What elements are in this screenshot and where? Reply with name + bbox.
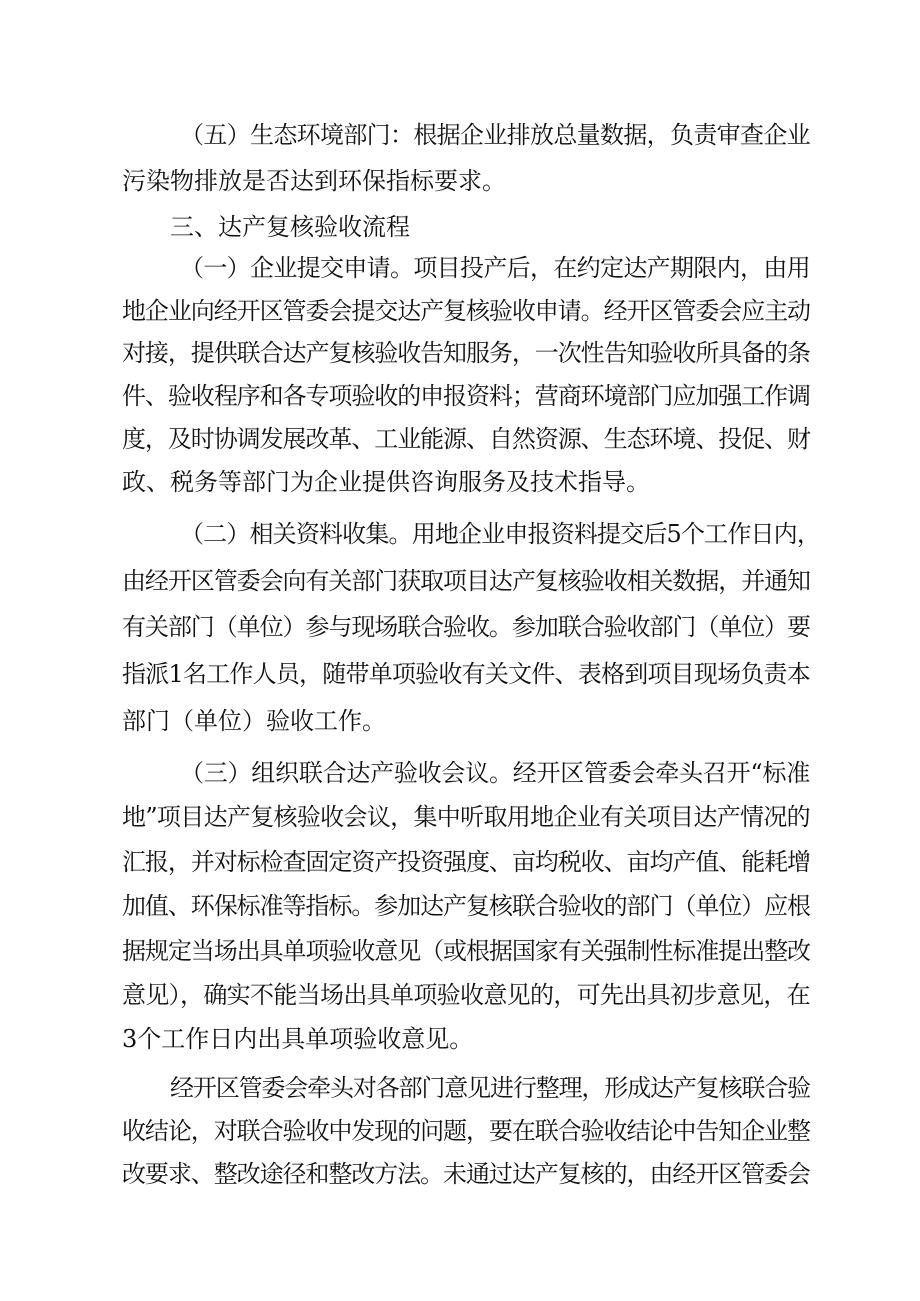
text-line: 据规定当场出具单项验收意见（或根据国家有关强制性标准提出整改: [122, 937, 810, 965]
text-line: 经开区管委会牵头对各部门意见进行整理，形成达产复核联合验: [170, 1074, 810, 1102]
text-line: 部门（单位）验收工作。: [122, 707, 386, 735]
text-line: 加值、环保标准等指标。参加达产复核联合验收的部门（单位）应根: [122, 892, 810, 920]
text-line: 意见），确实不能当场出具单项验收意见的，可先出具初步意见，在: [122, 981, 810, 1009]
text-line: 3个工作日内出具单项验收意见。: [122, 1025, 474, 1053]
text-line: 有关部门（单位）参与现场联合验收。参加联合验收部门（单位）要: [122, 613, 810, 641]
text-line: （一）企业提交申请。项目投产后，在约定达产期限内，由用: [180, 254, 810, 282]
text-line: 地企业向经开区管委会提交达产复核验收申请。经开区管委会应主动: [122, 297, 810, 325]
text-line: （三）组织联合达产验收会议。经开区管委会牵头召开“标准: [180, 759, 810, 787]
section-heading: 三、达产复核验收流程: [170, 213, 410, 241]
text-line: 地”项目达产复核验收会议，集中听取用地企业有关项目达产情况的: [122, 803, 810, 831]
text-line: 污染物排放是否达到环保指标要求。: [122, 167, 506, 195]
text-line: 收结论，对联合验收中发现的问题，要在联合验收结论中告知企业整: [122, 1117, 810, 1145]
text-line: 度，及时协调发展改革、工业能源、自然资源、生态环境、投促、财: [122, 425, 810, 453]
text-line: 改要求、整改途径和整改方法。未通过达产复核的，由经开区管委会: [122, 1160, 810, 1188]
text-line: （五）生态环境部门：根据企业排放总量数据，负责审查企业: [180, 121, 810, 149]
text-line: （二）相关资料收集。用地企业申报资料提交后5个工作日内，: [180, 520, 820, 548]
text-line: 件、验收程序和各专项验收的申报资料；营商环境部门应加强工作调: [122, 382, 810, 410]
text-line: 汇报，并对标检查固定资产投资强度、亩均税收、亩均产值、能耗增: [122, 848, 810, 876]
text-line: 指派1名工作人员，随带单项验收有关文件、表格到项目现场负责本: [122, 660, 810, 688]
text-line: 对接，提供联合达产复核验收告知服务，一次性告知验收所具备的条: [122, 339, 810, 367]
text-line: 由经开区管委会向有关部门获取项目达产复核验收相关数据，并通知: [122, 567, 810, 595]
text-line: 政、税务等部门为企业提供咨询服务及技术指导。: [122, 468, 650, 496]
